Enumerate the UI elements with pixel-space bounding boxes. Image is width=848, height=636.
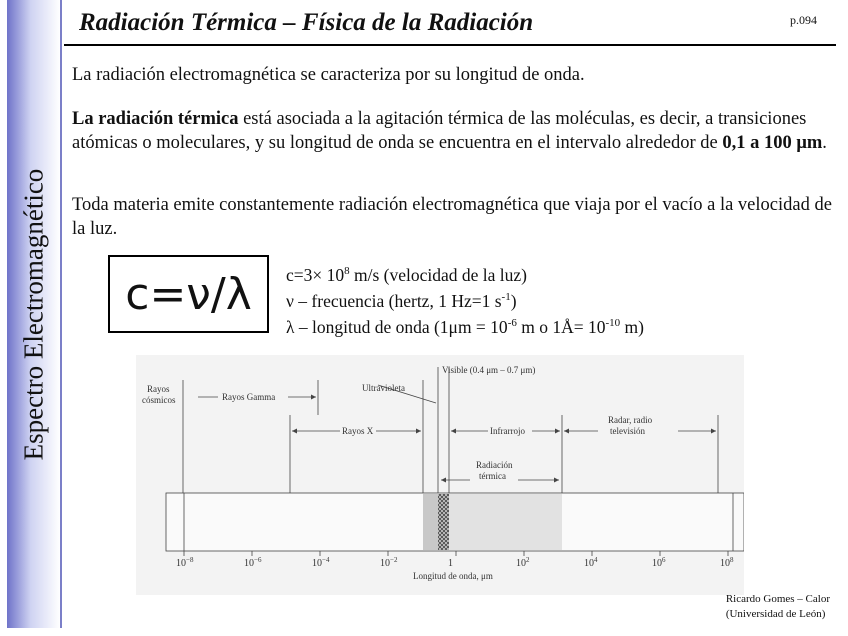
arrow-head (292, 429, 297, 434)
lambda-def-mid: m o 1Å= 10 (516, 317, 606, 337)
thermal-radiation-label: Radiación (476, 460, 513, 470)
thermal-radiation-paragraph (72, 107, 832, 155)
arrow-head (451, 429, 456, 434)
lambda-def-exp2: -10 (605, 317, 621, 329)
arrow-head (554, 478, 559, 483)
tick-label: $10^6$ (652, 556, 666, 569)
nu-def-exp: -1 (501, 291, 511, 303)
tick-label: $10^{-4}$ (312, 556, 330, 569)
arrow-head (416, 429, 421, 434)
thermal-radiation-label-2: térmica (479, 471, 506, 481)
credit-institution: (Universidad de León) (725, 608, 826, 620)
lambda-def-text: λ – longitud de onda (1μm = 10 (286, 317, 508, 337)
tick-label: 1 (448, 558, 453, 569)
arrow-head (311, 395, 316, 400)
c-def-text: c=3× 10 (286, 265, 345, 285)
thermal-radiation-range: 0,1 a 100 μm (722, 133, 823, 153)
arrow-head (564, 429, 569, 434)
thermal-radiation-text: está asociada a la agitación térmica de las moléculas, es decir, a transiciones atómicas o moleculares, y su longitud de onda se encuentra en el intervalo alrededor de (72, 109, 807, 153)
tick-label: $10^8$ (720, 556, 734, 569)
radar-label-2: televisión (610, 426, 645, 436)
page-title: Radiación Térmica – Física de la Radiación (79, 9, 534, 36)
thermal-radiation-end: . (822, 133, 827, 153)
ultraviolet-label: Ultravioleta (362, 383, 405, 393)
c-def-rest: m/s (velocidad de la luz) (349, 265, 528, 285)
tick-label: $10^{-8}$ (176, 556, 194, 569)
spectrum-diagram (136, 355, 744, 595)
title-divider (64, 44, 836, 46)
tick-labels (176, 556, 734, 569)
x-rays-label: Rayos X (342, 426, 374, 436)
visible-label: Visible (0.4 μm – 0.7 μm) (442, 365, 536, 375)
speed-of-light-definition (286, 260, 527, 286)
emission-paragraph: Toda materia emite constantemente radiación electromagnética que viaja por el vacío a la velocidad de la luz. (72, 195, 832, 239)
thermal-radiation-term: La radiación térmica (72, 109, 239, 129)
cosmic-rays-label-2: cósmicos (142, 395, 176, 405)
radar-label: Radar, radio (608, 415, 653, 425)
cosmic-rays-label: Rayos (147, 384, 170, 394)
nu-def-text: ν – frecuencia (hertz, 1 Hz=1 s (286, 291, 502, 311)
sidebar-title: Espectro Electromagnético (18, 168, 48, 460)
axis-label: Longitud de onda, μm (413, 571, 493, 581)
frequency-definition (286, 286, 517, 312)
tick-label: $10^{-2}$ (380, 556, 398, 569)
arrow-head (711, 429, 716, 434)
lambda-def-rest: m) (620, 317, 644, 337)
tick-label: $10^4$ (584, 556, 598, 569)
page-number: p.094 (790, 13, 817, 27)
infrared-region (449, 494, 562, 550)
intro-paragraph: La radiación electromagnética se caracteriza por su longitud de onda. (72, 65, 585, 85)
tick-label: $10^{-6}$ (244, 556, 262, 569)
spectrum-figure (136, 355, 744, 595)
gamma-rays-label: Rayos Gamma (222, 392, 276, 402)
c-def-exp: 8 (344, 265, 350, 277)
formula-box (108, 255, 269, 333)
sidebar (7, 0, 62, 628)
credit (726, 592, 830, 622)
lambda-def-exp1: -6 (507, 317, 517, 329)
credit-author: Ricardo Gomes – Calor (725, 593, 830, 605)
infrared-label: Infrarrojo (490, 426, 525, 436)
tick-label: $10^2$ (516, 556, 530, 569)
arrow-head (441, 478, 446, 483)
formula-text: c=ν/λ (125, 268, 252, 320)
arrow-head (555, 429, 560, 434)
nu-def-rest: ) (510, 291, 517, 311)
wavelength-definition (286, 312, 644, 338)
